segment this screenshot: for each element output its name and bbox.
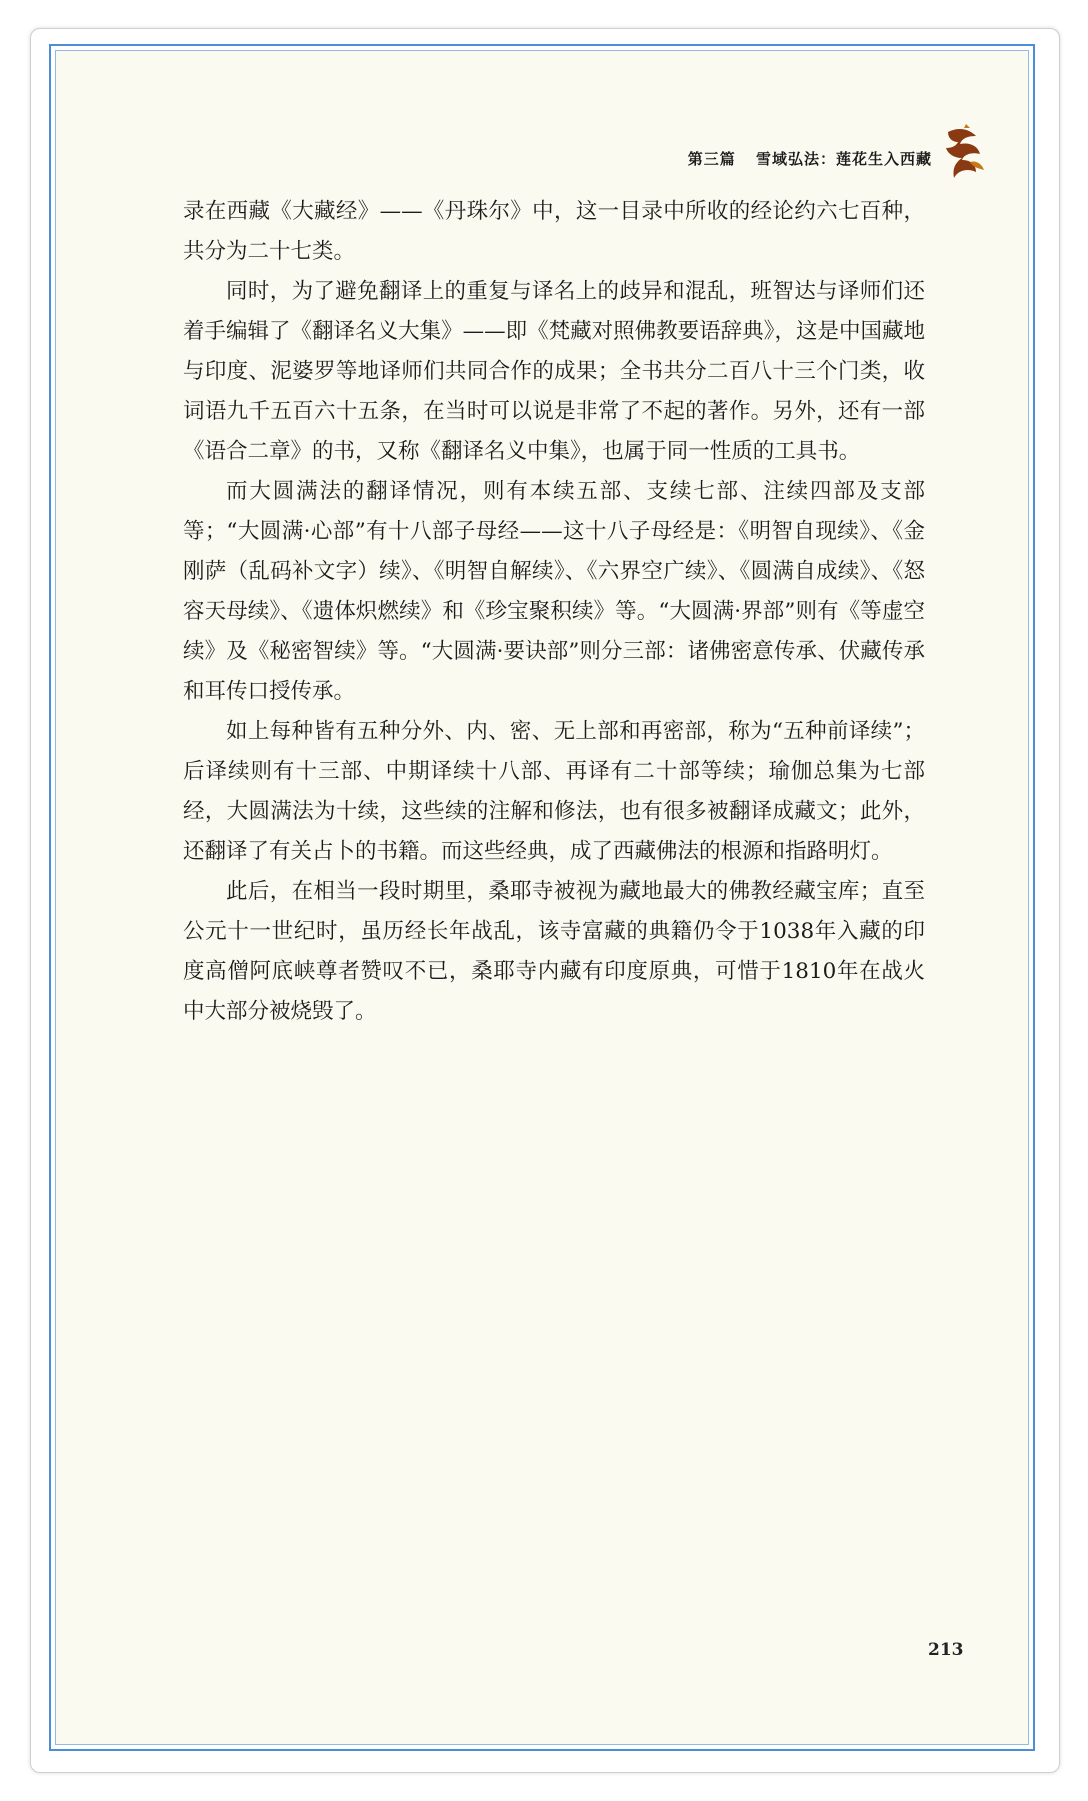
running-head-title: 雪域弘法：莲花生入西藏 <box>755 150 932 168</box>
running-head-part: 第三篇 <box>687 150 736 168</box>
paragraph-3: 而大圆满法的翻译情况，则有本续五部、支续七部、注续四部及支部等；“大圆满·心部”有十八部子母经——这十八子母经是：《明智自现续》、《金刚萨（乱码补文字）续》、《明智自解续》、《六界空广续》、《圆满自成续》、《怒容天母续》、《遗体炽燃续》和《珍宝聚积续》等。“大圆满·界部”则有《等虚空续》及《秘密智续》等。“大圆满·要诀部”则分三部：诸佛密意传承、伏藏传承和耳传口授传承。 <box>183 479 925 704</box>
paragraph-5: 此后，在相当一段时期里，桑耶寺被视为藏地最大的佛教经藏宝库；直至公元十一世纪时，虽历经长年战乱，该寺富藏的典籍仍令于1038年入藏的印度高僧阿底峡尊者赞叹不已，桑耶寺内藏有印度原典，可惜于1810年在战火中大部分被烧毁了。 <box>183 879 925 1024</box>
calligraphy-ornament-icon <box>940 122 988 182</box>
paragraph-1: 录在西藏《大藏经》——《丹珠尔》中，这一目录中所收的经论约六七百种，共分为二十七类。 <box>183 199 925 264</box>
running-head <box>560 148 932 169</box>
paragraph-2: 同时，为了避免翻译上的重复与译名上的歧异和混乱，班智达与译师们还着手编辑了《翻译名义大集》——即《梵藏对照佛教要语辞典》，这是中国藏地与印度、泥婆罗等地译师们共同合作的成果；全书共分二百八十三个门类，收词语九千五百六十五条，在当时可以说是非常了不起的著作。另外，还有一部《语合二章》的书，又称《翻译名义中集》，也属于同一性质的工具书。 <box>183 279 925 464</box>
page-number: 213 <box>928 1640 964 1660</box>
body-text <box>183 192 925 1032</box>
paragraph-4: 如上每种皆有五种分外、内、密、无上部和再密部，称为“五种前译续”；后译续则有十三部、中期译续十八部、再译有二十部等续；瑜伽总集为七部经，大圆满法为十续，这些续的注解和修法，也有很多被翻译成藏文；此外，还翻译了有关占卜的书籍。而这些经典，成了西藏佛法的根源和指路明灯。 <box>183 719 925 864</box>
